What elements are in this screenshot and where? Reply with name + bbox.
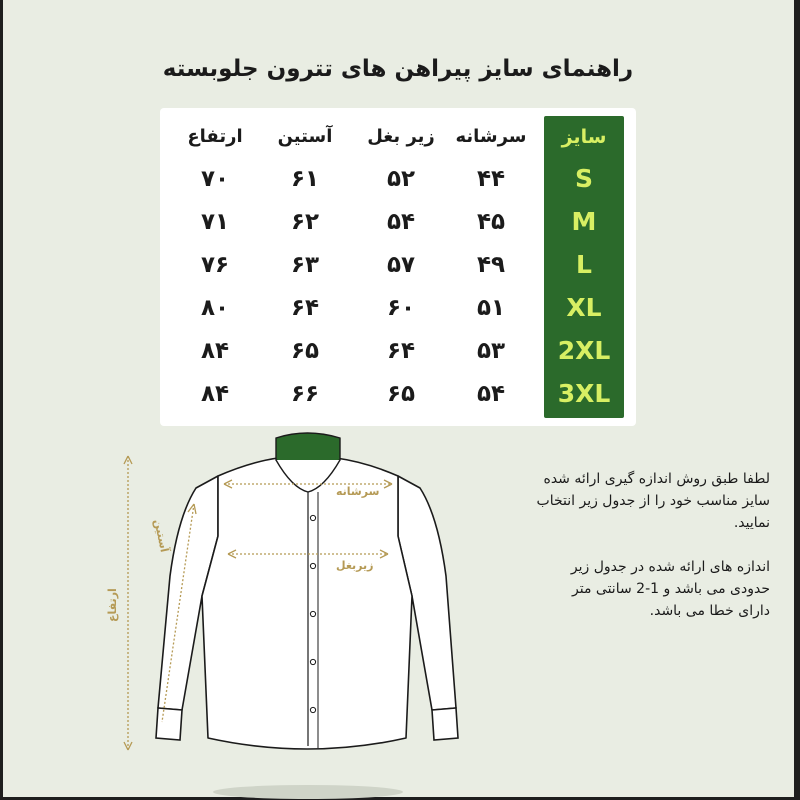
armpit-cell: ۶۵ (386, 381, 416, 407)
length-cell: ۸۴ (200, 338, 230, 364)
size-cell: 2XL (557, 336, 611, 365)
size-cell: XL (566, 293, 602, 322)
header-sleeve: آستین (277, 126, 333, 147)
length-cell: ۸۰ (200, 295, 230, 321)
size-cell: L (576, 250, 592, 279)
page-title: راهنمای سایز پیراهن های تترون جلوبسته (162, 56, 634, 82)
right-cuff-shape (432, 708, 458, 740)
length-cell: ۷۰ (200, 166, 230, 192)
sleeve-cell: ۶۲ (290, 209, 320, 235)
shoulder-cell: ۵۱ (476, 295, 506, 321)
note-line: دارای خطا می باشد. (649, 603, 770, 619)
shoulder-cell: ۴۹ (476, 252, 506, 278)
size-table (160, 108, 636, 426)
sleeve-cell: ۶۶ (290, 381, 320, 407)
armpit-cell: ۵۲ (386, 166, 416, 192)
sleeve-cell: ۶۴ (290, 295, 320, 321)
armpit-cell: ۵۷ (386, 252, 416, 278)
note-line: لطفا طبق روش اندازه گیری ارائه شده (543, 471, 770, 487)
header-length: ارتفاع (187, 126, 243, 147)
shoulder-label: سرشانه (336, 485, 380, 498)
shirt-illustration (100, 426, 470, 800)
shoulder-cell: ۵۳ (476, 338, 506, 364)
right-border (794, 0, 800, 800)
armpit-label: زیربغل (336, 559, 374, 572)
sleeve-cell: ۶۵ (290, 338, 320, 364)
note-line: حدودی می باشد و 1-2 سانتی متر (572, 581, 770, 597)
left-border (0, 0, 3, 800)
shoulder-cell: ۴۵ (476, 209, 506, 235)
length-label: ارتفاع (106, 588, 119, 622)
length-cell: ۷۱ (200, 209, 230, 235)
note-line: نمایید. (733, 515, 770, 531)
length-cell: ۸۴ (200, 381, 230, 407)
shoulder-cell: ۵۴ (476, 381, 506, 407)
sleeve-label: آستین (151, 518, 171, 554)
sleeve-cell: ۶۱ (290, 166, 320, 192)
measurement-notes (430, 468, 770, 622)
shirt-measurement-diagram (100, 426, 470, 800)
shoulder-cell: ۴۴ (476, 166, 506, 192)
note-line: اندازه های ارائه شده در جدول زیر (570, 559, 770, 575)
length-cell: ۷۶ (200, 252, 230, 278)
armpit-cell: ۶۴ (386, 338, 416, 364)
size-cell: 3XL (557, 379, 611, 408)
size-cell: M (571, 207, 597, 236)
left-cuff-shape (156, 708, 182, 740)
note-spacer (430, 534, 770, 556)
size-cell: S (574, 164, 593, 193)
shirt-body-shape (202, 458, 412, 749)
note-line: سایز مناسب خود را از جدول زیر انتخاب (536, 493, 770, 509)
header-armpit: زیر بغل (367, 126, 435, 147)
shadow-shape (213, 785, 403, 799)
header-size: سایز (561, 126, 607, 148)
header-shoulder: سرشانه (455, 126, 527, 147)
armpit-cell: ۶۰ (386, 295, 416, 321)
armpit-cell: ۵۴ (386, 209, 416, 235)
sleeve-cell: ۶۳ (290, 252, 320, 278)
